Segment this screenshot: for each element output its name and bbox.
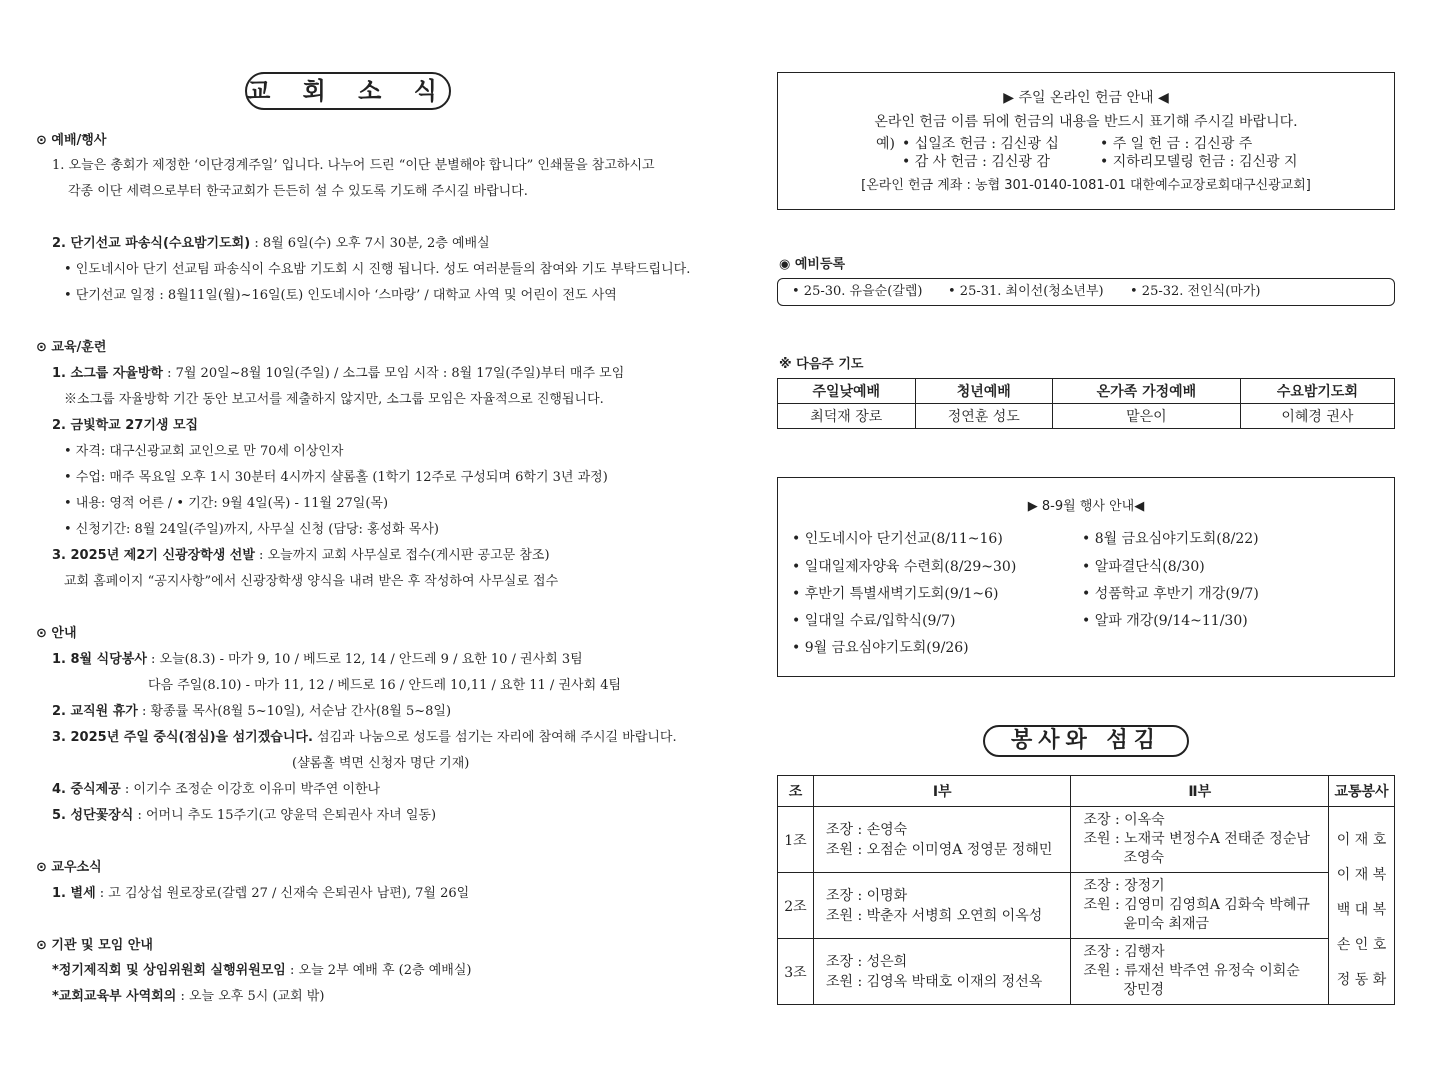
row2-part1-leader: 조장 : 이명화 [825, 887, 908, 904]
worship-line-2: 각종 이단 세력으로부터 한국교회가 든든히 설 수 있도록 기도해 주시길 바랍니다. [68, 184, 528, 199]
traffic-name-5: 정 동 화 [1336, 972, 1387, 988]
service-group-1: 1조 [778, 807, 814, 873]
row2-part2-leader: 조장 : 장정기 [1083, 878, 1165, 894]
notice-line-7-bold: 5. 성단꽃장식 [52, 808, 134, 823]
worship-line-3-rest: : 8월 6일(수) 오후 7시 30분, 2층 예배실 [250, 236, 490, 251]
notice-line-6 [52, 781, 380, 799]
service-title: 봉사와 섬김 [983, 725, 1189, 757]
row1-part1-leader: 조장 : 손영숙 [825, 821, 908, 838]
service-col-traffic: 교통봉사 [1329, 776, 1395, 807]
notice-line-6-bold: 4. 중식제공 [52, 782, 121, 797]
orgs-line-2-rest: : 오늘 오후 5시 (교회 밖) [176, 989, 325, 1004]
orgs-line-1 [52, 962, 471, 980]
education-line-1 [52, 365, 624, 383]
education-line-9: 교회 홈페이지 “공지사항”에서 신광장학생 양식을 내려 받은 후 작성하여 사무실로 접수 [64, 574, 559, 589]
education-line-8 [52, 547, 550, 565]
event-right-1: • 8월 금요심야기도회(8/22) [1082, 531, 1259, 547]
event-left-5: • 9월 금요심야기도회(9/26) [792, 640, 969, 656]
church-news-title: 교 회 소 식 [245, 72, 451, 110]
education-line-8-bold: 3. 2025년 제2기 신광장학생 선발 [52, 548, 255, 563]
members-line-1-bold: 1. 별세 [52, 886, 96, 901]
event-left-4: • 일대일 수료/입학식(9/7) [792, 613, 956, 629]
section-header-orgs: ⊙ 기관 및 모임 안내 [36, 938, 153, 953]
notice-line-4-rest: 섬김과 나눔으로 성도를 섬기는 자리에 참여해 주시길 바랍니다. [312, 730, 677, 745]
offering-example-3: • 감 사 헌금 : 김신광 감 [902, 154, 1050, 170]
service-row3-part1 [813, 939, 1071, 1005]
service-group-2: 2조 [778, 873, 814, 939]
offering-example-1: • 십일조 헌금 : 김신광 십 [902, 136, 1059, 152]
notice-line-5: (샬롬홀 벽면 신청자 명단 기재) [292, 756, 470, 771]
prayer-table [777, 378, 1395, 429]
section-header-members: ⊙ 교우소식 [36, 860, 102, 875]
notice-line-3-rest: : 황종률 목사(8월 5~10일), 서순남 간사(8월 5~8일) [137, 704, 452, 719]
prayer-val-youth: 정연훈 성도 [915, 404, 1053, 429]
notice-line-7-rest: : 어머니 추도 15주기(고 양윤덕 은퇴권사 자녀 일동) [133, 808, 437, 823]
offering-account: [온라인 헌금 계좌 : 농협 301-0140-1081-01 대한예수교장로회대구신광교회] [861, 178, 1311, 193]
notice-line-3 [52, 703, 451, 721]
worship-line-3 [52, 235, 490, 253]
row1-part2-leader: 조장 : 이옥숙 [1083, 812, 1165, 828]
row2-part2-members2: 윤미숙 최재금 [1123, 916, 1210, 932]
row3-part1-leader: 조장 : 성은희 [825, 953, 908, 970]
education-line-3-bold: 2. 금빛학교 27기생 모집 [52, 418, 199, 433]
service-row1-part2 [1071, 807, 1329, 873]
prayer-header-row [778, 379, 1395, 404]
notice-line-1-rest: : 오늘(8.3) - 마가 9, 10 / 베드로 12, 14 / 안드레 9 / 요한 10 / 권사회 3팀 [146, 652, 583, 667]
service-header-row [778, 776, 1395, 807]
notice-line-6-rest: : 이기수 조정순 이강호 이유미 박주연 이한나 [120, 782, 381, 797]
online-offering-box [777, 72, 1395, 210]
notice-line-7 [52, 807, 436, 825]
education-line-8-rest: : 오늘까지 교회 사무실로 접수(게시판 공고문 참조) [254, 548, 550, 563]
worship-line-1: 1. 오늘은 총회가 제정한 ‘이단경계주일’ 입니다. 나누어 드린 “이단 분별해야 합니다” 인쇄물을 참고하시고 [52, 158, 655, 173]
event-right-3: • 성품학교 후반기 개강(9/7) [1082, 586, 1259, 602]
service-row1-part1 [813, 807, 1071, 873]
event-left-3: • 후반기 특별새벽기도회(9/1~6) [792, 586, 999, 602]
row1-part2-members: 조원 : 노재국 변정수A 전태준 정순남 [1083, 831, 1310, 847]
offering-desc: 온라인 헌금 이름 뒤에 헌금의 내용을 반드시 표기해 주시길 바랍니다. [874, 114, 1298, 130]
register-box [777, 278, 1395, 306]
row2-part2-members: 조원 : 김영미 김영희A 김화숙 박혜규 [1083, 897, 1310, 913]
members-line-1 [52, 885, 469, 903]
service-row3-part2 [1071, 939, 1329, 1005]
traffic-name-3: 백 대 복 [1336, 902, 1387, 918]
notice-line-4-bold: 3. 2025년 주일 중식(점심)을 섬기겠습니다. [52, 730, 313, 745]
prayer-val-wednesday: 이혜경 권사 [1240, 404, 1394, 429]
education-line-5: • 수업: 매주 목요일 오후 1시 30분터 4시까지 샬롬홀 (1학기 12주로 구성되며 6학기 3년 과정) [64, 470, 608, 485]
table-row [778, 807, 1395, 873]
register-item-2: • 25-31. 최이선(청소년부) [948, 284, 1104, 299]
service-row2-part1 [813, 873, 1071, 939]
prayer-val-sunday: 최덕재 장로 [778, 404, 916, 429]
service-col-group: 조 [778, 776, 814, 807]
prayer-col-family: 온가족 가정예배 [1053, 379, 1241, 404]
row2-part1-members: 조원 : 박춘자 서병희 오연희 이옥성 [825, 907, 1043, 924]
education-line-2: ※소그룹 자율방학 기간 동안 보고서를 제출하지 않지만, 소그룹 모임은 자율적으로 진행됩니다. [64, 392, 604, 407]
notice-line-3-bold: 2. 교직원 휴가 [52, 704, 138, 719]
prayer-col-sunday: 주일낮예배 [778, 379, 916, 404]
row1-part1-members: 조원 : 오점순 이미영A 정영문 정해민 [825, 841, 1053, 858]
section-header-worship: ⊙ 예배/행사 [36, 133, 107, 148]
education-line-7: • 신청기간: 8월 24일(주일)까지, 사무실 신청 (담당: 홍성화 목사) [64, 522, 439, 537]
orgs-line-1-rest: : 오늘 2부 예배 후 (2층 예배실) [285, 963, 472, 978]
offering-title: ▶ 주일 온라인 헌금 안내 ◀ [1003, 90, 1169, 106]
events-title: ▶ 8-9월 행사 안내◀ [1027, 499, 1145, 514]
prayer-header: ※ 다음주 기도 [779, 357, 864, 372]
orgs-line-1-bold: *정기제직회 및 상임위원회 실행위원모임 [52, 963, 286, 978]
service-col-part2: Ⅱ부 [1071, 776, 1329, 807]
prayer-value-row [778, 404, 1395, 429]
notice-line-1-bold: 1. 8월 식당봉사 [52, 652, 147, 667]
members-line-1-rest: : 고 김상섭 원로장로(갈렙 27 / 신재숙 은퇴권사 남편), 7월 26일 [95, 886, 470, 901]
notice-line-2: 다음 주일(8.10) - 마가 11, 12 / 베드로 16 / 안드레 10,11 / 요한 11 / 권사회 4팀 [148, 678, 622, 693]
traffic-name-4: 손 인 호 [1336, 937, 1387, 953]
prayer-val-family: 맡은이 [1053, 404, 1241, 429]
prayer-col-wednesday: 수요밤기도회 [1240, 379, 1394, 404]
education-line-1-bold: 1. 소그룹 자율방학 [52, 366, 163, 381]
events-box [777, 477, 1395, 677]
orgs-line-2-bold: *교회교육부 사역회의 [52, 989, 177, 1004]
register-item-1: • 25-30. 유을순(갈렙) [792, 284, 923, 299]
education-line-4: • 자격: 대구신광교회 교인으로 만 70세 이상인자 [64, 444, 344, 459]
education-line-1-rest: : 7월 20일~8월 10일(주일) / 소그룹 모임 시작 : 8월 17일(주일)부터 매주 모임 [162, 366, 625, 381]
traffic-column [1329, 807, 1395, 1005]
traffic-name-1: 이 재 호 [1336, 832, 1387, 848]
row3-part1-members: 조원 : 김영옥 박태호 이재의 정선옥 [825, 973, 1043, 990]
event-right-2: • 알파결단식(8/30) [1082, 559, 1205, 575]
section-header-notice: ⊙ 안내 [36, 626, 77, 641]
education-line-3 [52, 417, 198, 435]
row3-part2-leader: 조장 : 김행자 [1083, 944, 1165, 960]
traffic-name-2: 이 재 복 [1336, 867, 1387, 883]
education-line-6: • 내용: 영적 어른 / • 기간: 9월 4일(목) - 11월 27일(목) [64, 496, 389, 511]
register-header: ◉ 예비등록 [779, 257, 846, 272]
orgs-line-2 [52, 988, 324, 1006]
notice-line-1 [52, 651, 583, 669]
offering-example-2: • 주 일 헌 금 : 김신광 주 [1100, 136, 1253, 152]
table-row [778, 873, 1395, 939]
prayer-col-youth: 청년예배 [915, 379, 1053, 404]
worship-line-4: • 인도네시아 단기 선교팀 파송식이 수요밤 기도회 시 진행 됩니다. 성도 여러분들의 참여와 기도 부탁드립니다. [64, 262, 691, 277]
offering-example-label: 예) [876, 136, 895, 152]
table-row [778, 939, 1395, 1005]
service-col-part1: Ⅰ부 [813, 776, 1071, 807]
service-table [777, 775, 1395, 1005]
event-left-1: • 인도네시아 단기선교(8/11~16) [792, 531, 1003, 547]
register-item-3: • 25-32. 전인식(마가) [1130, 284, 1261, 299]
offering-example-4: • 지하리모델링 헌금 : 김신광 지 [1100, 154, 1298, 170]
notice-line-4 [52, 729, 677, 747]
row1-part2-members2: 조영숙 [1123, 850, 1165, 866]
section-header-education: ⊙ 교육/훈련 [36, 340, 107, 355]
row3-part2-members2: 장민경 [1123, 982, 1165, 998]
worship-line-5: • 단기선교 일정 : 8월11일(월)~16일(토) 인도네시아 ‘스마랑’ / 대학교 사역 및 어린이 전도 사역 [64, 288, 617, 303]
row3-part2-members: 조원 : 류재선 박주연 유정숙 이회순 [1083, 963, 1300, 979]
event-right-4: • 알파 개강(9/14~11/30) [1082, 613, 1248, 629]
service-group-3: 3조 [778, 939, 814, 1005]
event-left-2: • 일대일제자양육 수련회(8/29~30) [792, 559, 1017, 575]
service-row2-part2 [1071, 873, 1329, 939]
worship-line-3-bold: 2. 단기선교 파송식(수요밤기도회) [52, 236, 251, 251]
